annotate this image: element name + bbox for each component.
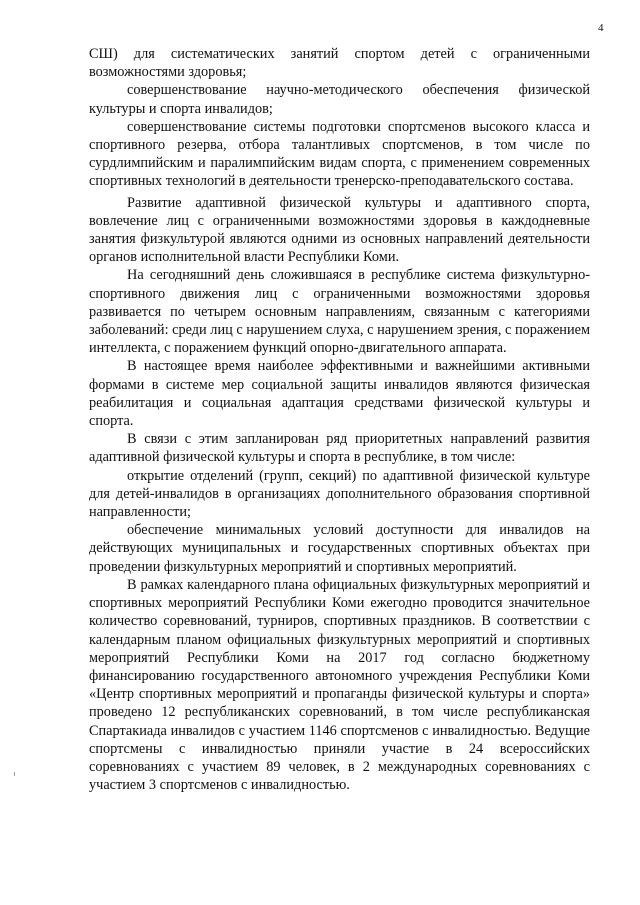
paragraph-list-item: обеспечение минимальных условий доступности для инвалидов на действующих муниципальных и государственных спортивных объектах при проведении физкультурных мероприятий и спортивных мероприятий. bbox=[89, 522, 590, 575]
paragraph-list-item: совершенствование научно-методического обеспечения физической культуры и спорта инвалидов; bbox=[89, 82, 590, 117]
paragraph: Развитие адаптивной физической культуры и адаптивного спорта, вовлечение лиц с ограниченными возможностями здоровья в каждодневные занятия физкультурой являются одними из основных направлений деятельности органов исполнительной власти Республики Коми. bbox=[89, 194, 590, 266]
scan-mark bbox=[14, 772, 15, 776]
paragraph-list-item: открытие отделений (групп, секций) по адаптивной физической культуре для детей-инвалидов в организациях дополнительного образования спортивной направленности; bbox=[89, 467, 590, 521]
paragraph: В рамках календарного плана официальных физкультурных мероприятий и спортивных мероприятий Республики Коми ежегодно проводится значительное количество соревнований, турниров, спортивных праздников. В соответствии с календарным планом официальных физкультурных мероприятий и спортивных мероприятий Республики Коми на 2017 год согласно бюджетному финансированию государственного автономного учреждения Республики Коми «Центр спортивных мероприятий и пропаганды физической культуры и спорта» проведено 12 республиканских соревнований, в том числе республиканская Спартакиада инвалидов с участием 1146 спортсменов с инвалидностью. Ведущие спортсмены с инвалидностью приняли участие в 24 всероссийских соревнованиях с участием 89 человек, в 2 международных соревнованиях с участием 3 спортсменов с инвалидностью. bbox=[89, 576, 590, 794]
document-body bbox=[89, 45, 590, 794]
paragraph: В связи с этим запланирован ряд приоритетных направлений развития адаптивной физической культуры и спорта в республике, в том числе: bbox=[89, 431, 590, 466]
paragraph: На сегодняшний день сложившаяся в республике система физкультурно-спортивного движения лиц с ограниченными возможностями здоровья развивается по четырем основным направлениям, связанным с категориями заболеваний: среди лиц с нарушением слуха, с нарушением зрения, с поражением интеллекта, с поражением функций опорно-двигательного аппарата. bbox=[89, 267, 590, 357]
paragraph: В настоящее время наиболее эффективными и важнейшими активными формами в системе мер социальной защиты инвалидов являются физическая реабилитация и социальная адаптация средствами физической культуры и спорта. bbox=[89, 358, 590, 430]
paragraph-list-item: совершенствование системы подготовки спортсменов высокого класса и спортивного резерва, отбора талантливых спортсменов, в том числе по сурдлимпийским и паралимпийским видам спорта, с применением современных спортивных технологий в деятельности тренерско-преподавательского состава. bbox=[89, 118, 590, 190]
paragraph-continuation: СШ) для систематических занятий спортом детей с ограниченными возможностями здоровья; bbox=[89, 46, 590, 81]
page-number: 4 bbox=[598, 22, 604, 34]
